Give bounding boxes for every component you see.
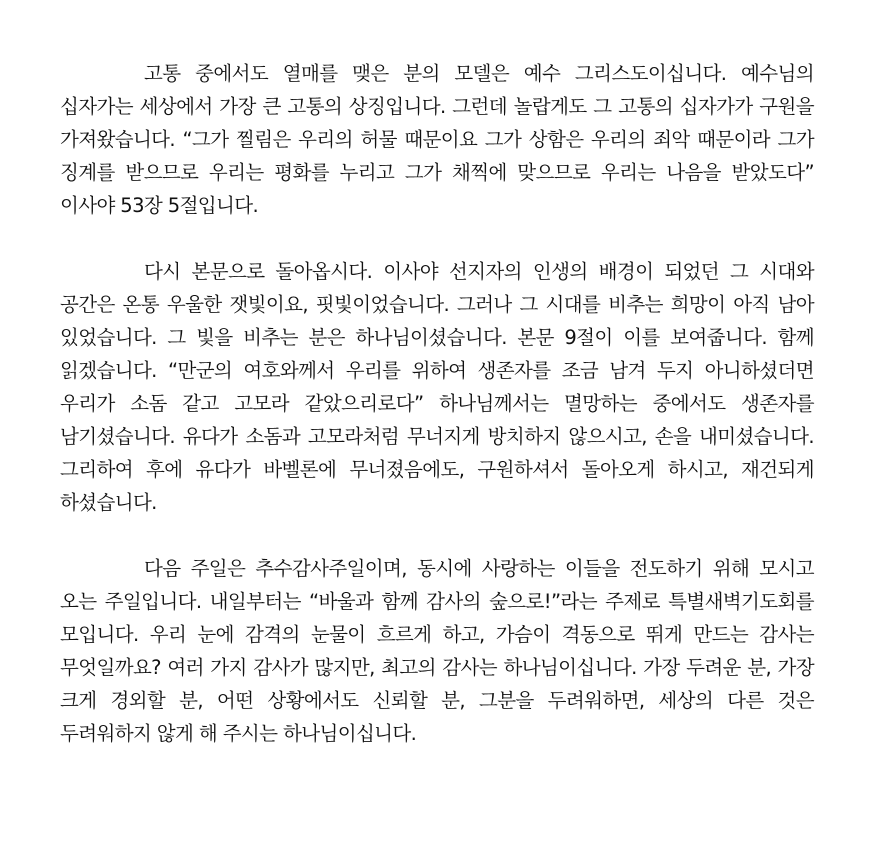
paragraph-2: 다시 본문으로 돌아옵시다. 이사야 선지자의 인생의 배경이 되었던 그 시대와 공간은 온통 우울한 잿빛이요, 핏빛이었습니다. 그러나 그 시대를 비추는 희망이 아직 남아 있었습니다. 그 빛을 비추는 분은 하나님이셨습니다. 본문 9절이 이를 보여줍니다. 함께 읽겠습니다. “만군의 여호와께서 우리를 위하여 생존자를 조금 남겨 두지 아니하셨더면 우리가 소돔 같고 고모라 같았으리로다” 하나님께서는 멸망하는 중에서도 생존자를 남기셨습니다. 유다가 소돔과 고모라처럼 무너지게 방치하지 않으시고, 손을 내미셨습니다. 그리하여 후에 유다가 바벨론에 무너졌음에도, 구원하셔서 돌아오게 하시고, 재건되게 하셨습니다. bbox=[60, 260, 814, 514]
paragraph-3: 다음 주일은 추수감사주일이며, 동시에 사랑하는 이들을 전도하기 위해 모시고 오는 주일입니다. 내일부터는 “바울과 함께 감사의 숲으로!”라는 주제로 특별새벽기도회를 모입니다. 우리 눈에 감격의 눈물이 흐르게 하고, 가슴이 격동으로 뛰게 만드는 감사는 무엇일까요? 여러 가지 감사가 많지만, 최고의 감사는 하나님이십니다. 가장 두려운 분, 가장 크게 경외할 분, 어떤 상황에서도 신뢰할 분, 그분을 두려워하면, 세상의 다른 것은 두려워하지 않게 해 주시는 하나님이십니다. bbox=[60, 557, 814, 745]
paragraph-1: 고통 중에서도 열매를 맺은 분의 모델은 예수 그리스도이십니다. 예수님의 십자가는 세상에서 가장 큰 고통의 상징입니다. 그런데 놀랍게도 그 고통의 십자가가 구원을 가져왔습니다. “그가 찔림은 우리의 허물 때문이요 그가 상함은 우리의 죄악 때문이라 그가 징계를 받으므로 우리는 평화를 누리고 그가 채찍에 맞으므로 우리는 나음을 받았도다” 이사야 53장 5절입니다. bbox=[60, 62, 814, 217]
document-body bbox=[60, 57, 814, 750]
